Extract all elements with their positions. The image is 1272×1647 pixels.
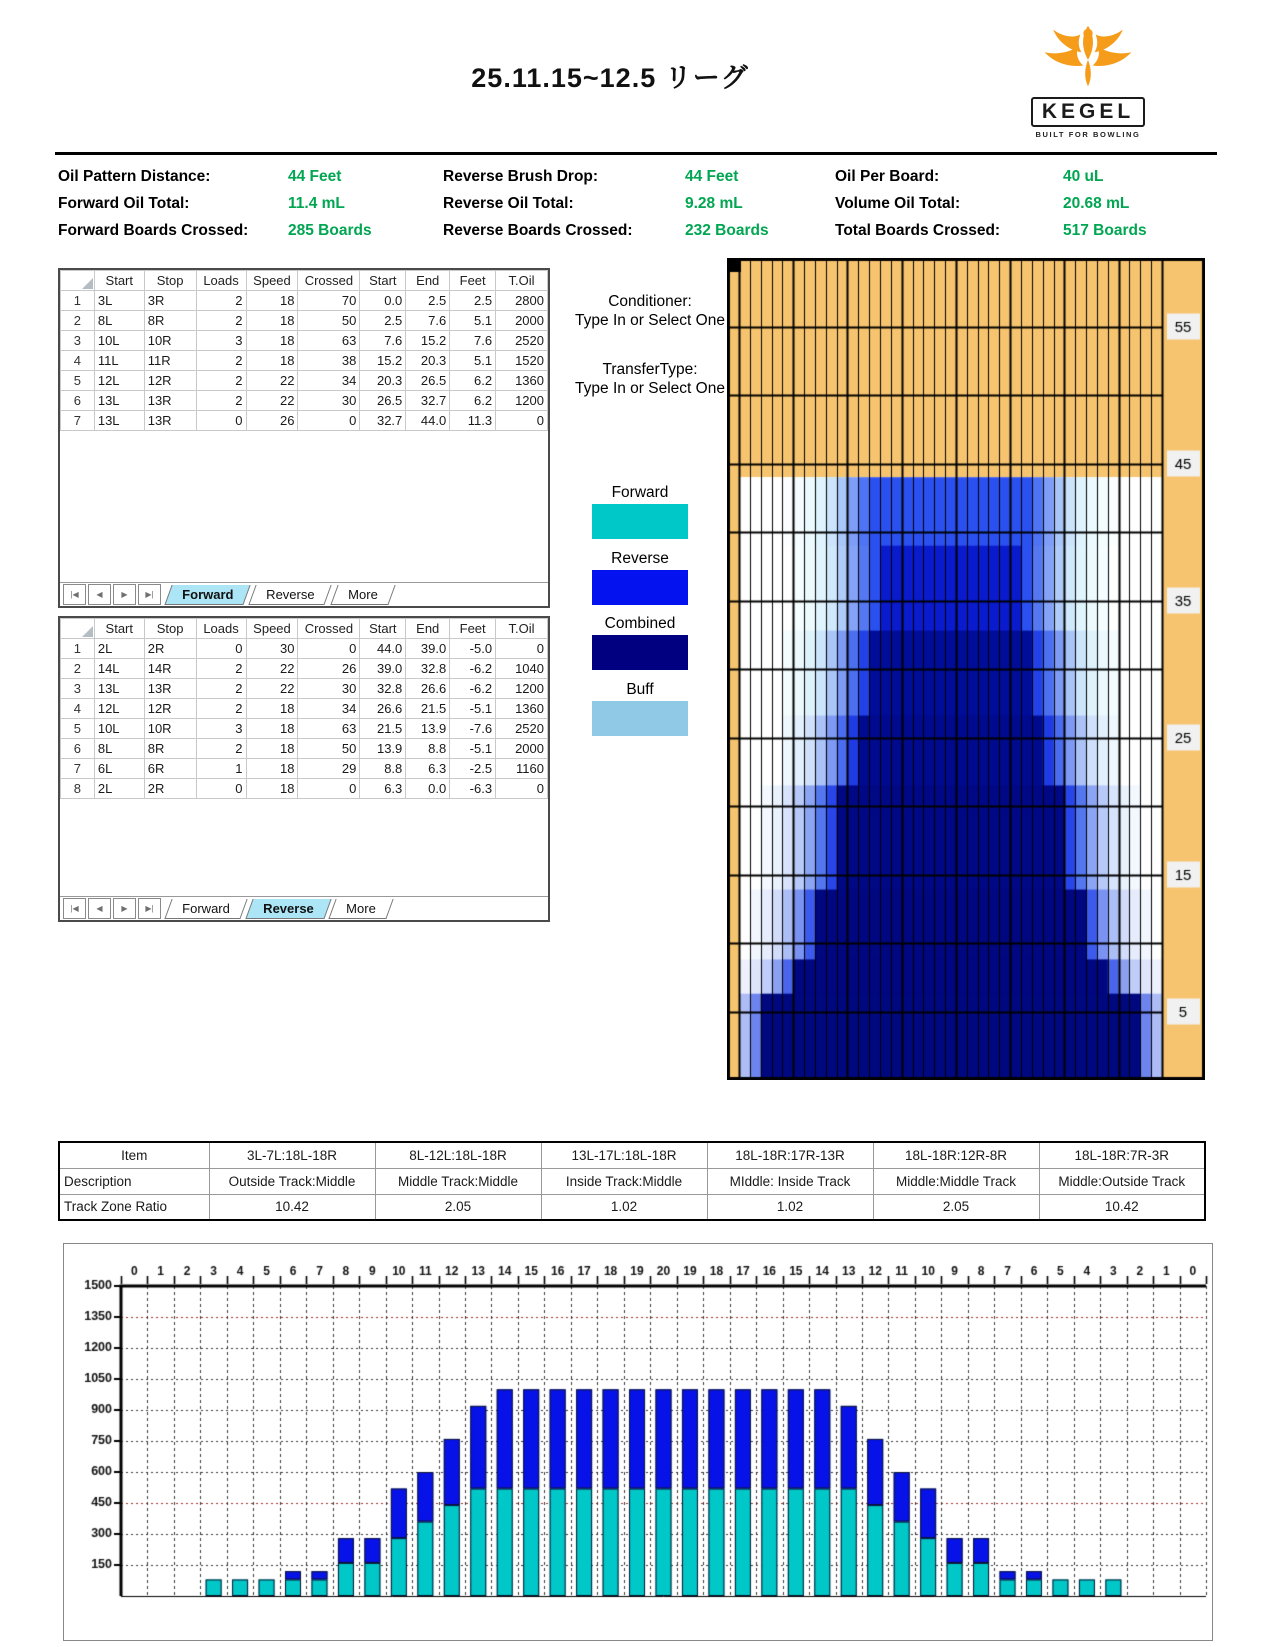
cell[interactable]: 32.8 <box>360 679 406 699</box>
table-row <box>61 639 548 659</box>
sheet-tab-forward[interactable] <box>164 899 247 919</box>
summary-cell: 10.42 <box>209 1194 375 1220</box>
kegel-logo <box>1028 24 1148 139</box>
stat-label: Total Boards Crossed: <box>835 221 1001 239</box>
header-divider <box>55 152 1217 155</box>
summary-cell: 18L-18R:17R-13R <box>707 1142 873 1168</box>
cell[interactable]: 2.5 <box>450 291 496 311</box>
summary-cell: 1.02 <box>707 1194 873 1220</box>
sheet-tabbar <box>60 896 548 920</box>
cell[interactable]: 2 <box>196 371 246 391</box>
cell[interactable]: 20.3 <box>406 351 450 371</box>
stat <box>443 190 835 217</box>
cell[interactable]: 10R <box>144 331 196 351</box>
cell[interactable]: 50 <box>298 311 360 331</box>
summary-cell: 2.05 <box>375 1194 541 1220</box>
cell[interactable]: 50 <box>298 739 360 759</box>
cell[interactable]: 0 <box>496 779 548 799</box>
oil-distribution-chart <box>63 1243 1213 1641</box>
summary-cell: Middle:Outside Track <box>1039 1168 1205 1194</box>
cell[interactable]: 18 <box>246 699 298 719</box>
row-header[interactable]: 1 <box>61 291 95 311</box>
cell[interactable]: 63 <box>298 719 360 739</box>
cell[interactable]: 15.2 <box>360 351 406 371</box>
cell[interactable]: 21.5 <box>406 699 450 719</box>
cell[interactable]: -2.5 <box>450 759 496 779</box>
cell[interactable]: 6R <box>144 759 196 779</box>
sheet-tabbar <box>60 582 548 606</box>
summary-cell: Middle:Middle Track <box>873 1168 1039 1194</box>
table-row <box>61 331 548 351</box>
cell[interactable]: 8L <box>94 739 144 759</box>
stat-label: Oil Per Board: <box>835 167 940 185</box>
cell[interactable]: 6.3 <box>406 759 450 779</box>
select-all-corner[interactable] <box>61 271 95 291</box>
cell[interactable]: 1200 <box>496 679 548 699</box>
stat-value: 517 Boards <box>1063 221 1147 239</box>
column-header[interactable]: Stop <box>144 619 196 639</box>
cell[interactable]: 32.8 <box>406 659 450 679</box>
column-header[interactable]: Loads <box>196 619 246 639</box>
table-row <box>61 291 548 311</box>
column-header[interactable]: Start <box>360 619 406 639</box>
table-row <box>61 699 548 719</box>
column-header[interactable]: Start <box>94 619 144 639</box>
oil-loads-table <box>60 270 548 431</box>
summary-row <box>59 1194 1205 1220</box>
row-header[interactable]: 2 <box>61 659 95 679</box>
reverse-table <box>60 618 548 799</box>
cell[interactable]: 22 <box>246 659 298 679</box>
cell[interactable]: 0 <box>496 639 548 659</box>
cell[interactable]: 2 <box>196 659 246 679</box>
cell[interactable]: 2000 <box>496 311 548 331</box>
summary-row-label: Description <box>59 1168 209 1194</box>
stat-label: Forward Boards Crossed: <box>58 221 249 239</box>
cell[interactable]: -6.2 <box>450 679 496 699</box>
column-header[interactable]: T.Oil <box>496 271 548 291</box>
cell[interactable]: 39.0 <box>360 659 406 679</box>
cell[interactable]: 10L <box>94 719 144 739</box>
column-header[interactable]: Crossed <box>298 271 360 291</box>
sheet-tab-more[interactable] <box>330 585 395 605</box>
cell[interactable]: 6.2 <box>450 371 496 391</box>
stat-value: 44 Feet <box>288 167 342 185</box>
column-header[interactable]: T.Oil <box>496 619 548 639</box>
cell[interactable]: 2 <box>196 679 246 699</box>
cell[interactable]: 1160 <box>496 759 548 779</box>
cell[interactable]: 0.0 <box>360 291 406 311</box>
stat-value: 40 uL <box>1063 167 1104 185</box>
select-all-icon <box>82 278 93 289</box>
summary-cell: 10.42 <box>1039 1194 1205 1220</box>
cell[interactable]: 7.6 <box>450 331 496 351</box>
cell[interactable]: 34 <box>298 371 360 391</box>
sheet-tab-forward[interactable] <box>164 585 251 605</box>
column-header[interactable]: End <box>406 619 450 639</box>
cell[interactable]: 13.9 <box>360 739 406 759</box>
summary-cell: 2.05 <box>873 1194 1039 1220</box>
stat <box>835 190 1218 217</box>
sheet-tab-reverse[interactable] <box>249 585 333 605</box>
cell[interactable]: 22 <box>246 391 298 411</box>
legend-label-forward: Forward <box>611 484 669 501</box>
cell[interactable]: 10L <box>94 331 144 351</box>
summary-cell: 18L-18R:12R-8R <box>873 1142 1039 1168</box>
summary-cell: 18L-18R:7R-3R <box>1039 1142 1205 1168</box>
legend-label-reverse: Reverse <box>611 549 669 567</box>
cell[interactable]: 12L <box>94 699 144 719</box>
cell[interactable]: 12R <box>144 371 196 391</box>
row-header[interactable]: 3 <box>61 331 95 351</box>
sheet-tab-label: More <box>346 900 377 916</box>
stat-label: Forward Oil Total: <box>58 194 190 212</box>
cell[interactable]: 32.7 <box>360 411 406 431</box>
column-header[interactable]: End <box>406 271 450 291</box>
cell[interactable]: 0 <box>196 639 246 659</box>
cell[interactable]: 2520 <box>496 719 548 739</box>
cell[interactable]: 14L <box>94 659 144 679</box>
cell[interactable]: 7.6 <box>360 331 406 351</box>
cell[interactable]: 18 <box>246 759 298 779</box>
cell[interactable]: -6.2 <box>450 659 496 679</box>
cell[interactable]: 18 <box>246 291 298 311</box>
cell[interactable]: 32.7 <box>406 391 450 411</box>
cell[interactable]: 8R <box>144 311 196 331</box>
stat-value: 285 Boards <box>288 221 372 239</box>
cell[interactable]: 22 <box>246 679 298 699</box>
cell[interactable]: 26.5 <box>360 391 406 411</box>
stats-grid <box>58 163 1218 244</box>
stat <box>58 190 443 217</box>
last-sheet-button[interactable]: ▶| <box>138 584 161 605</box>
cell[interactable]: 2800 <box>496 291 548 311</box>
cell[interactable]: 8L <box>94 311 144 331</box>
row-header[interactable]: 5 <box>61 719 95 739</box>
cell[interactable]: 0 <box>196 779 246 799</box>
cell[interactable]: 38 <box>298 351 360 371</box>
cell[interactable]: 2R <box>144 639 196 659</box>
summary-cell: MIddle: Inside Track <box>707 1168 873 1194</box>
oil-units-canvas <box>64 1244 1212 1640</box>
column-header[interactable]: Loads <box>196 271 246 291</box>
cell[interactable]: 18 <box>246 719 298 739</box>
stat <box>443 217 835 244</box>
next-sheet-button[interactable]: ▶ <box>113 584 136 605</box>
row-header[interactable]: 8 <box>61 779 95 799</box>
cell[interactable]: 1040 <box>496 659 548 679</box>
brand-tagline: BUILT FOR BOWLING <box>1035 130 1141 139</box>
cell[interactable]: 12L <box>94 371 144 391</box>
table-row <box>61 779 548 799</box>
cell[interactable]: 20.3 <box>360 371 406 391</box>
cell[interactable]: 6.3 <box>360 779 406 799</box>
column-header[interactable]: Start <box>360 271 406 291</box>
cell[interactable]: 8R <box>144 739 196 759</box>
cell[interactable]: 1 <box>196 759 246 779</box>
cell[interactable]: 8.8 <box>406 739 450 759</box>
stat-value: 232 Boards <box>685 221 769 239</box>
cell[interactable]: 26.6 <box>406 679 450 699</box>
cell[interactable]: 2 <box>196 311 246 331</box>
summary-cell: Outside Track:Middle <box>209 1168 375 1194</box>
cell[interactable]: 26 <box>246 411 298 431</box>
column-header[interactable]: Speed <box>246 271 298 291</box>
column-header[interactable]: Start <box>94 271 144 291</box>
row-header[interactable]: 1 <box>61 639 95 659</box>
column-header[interactable]: Crossed <box>298 619 360 639</box>
table-row <box>61 679 548 699</box>
stat-label: Reverse Brush Drop: <box>443 167 599 185</box>
cell[interactable]: 39.0 <box>406 639 450 659</box>
column-header[interactable]: Feet <box>450 271 496 291</box>
first-sheet-button[interactable]: |◀ <box>63 898 86 919</box>
cell[interactable]: 70 <box>298 291 360 311</box>
summary-row-label: Track Zone Ratio <box>59 1194 209 1220</box>
cell[interactable]: -5.0 <box>450 639 496 659</box>
row-header[interactable]: 7 <box>61 411 95 431</box>
cell[interactable]: 13R <box>144 391 196 411</box>
stat-value: 44 Feet <box>685 167 739 185</box>
summary-cell: 13L-17L:18L-18R <box>541 1142 707 1168</box>
cell[interactable]: 10R <box>144 719 196 739</box>
cell[interactable]: 6L <box>94 759 144 779</box>
conditioner-field[interactable] <box>570 292 730 330</box>
summary-row <box>59 1142 1205 1168</box>
summary-cell: Middle Track:Middle <box>375 1168 541 1194</box>
cell[interactable]: 7.6 <box>406 311 450 331</box>
stat-value: 11.4 mL <box>288 194 345 212</box>
cell[interactable]: 13R <box>144 411 196 431</box>
cell[interactable]: 11R <box>144 351 196 371</box>
cell[interactable]: 2 <box>196 391 246 411</box>
cell[interactable]: 29 <box>298 759 360 779</box>
phoenix-icon <box>1032 77 1144 94</box>
transfer-type-value[interactable]: Type In or Select One <box>575 380 725 397</box>
cell[interactable]: 26.5 <box>406 371 450 391</box>
cell[interactable]: 2.5 <box>406 291 450 311</box>
track-zone-summary-table <box>58 1141 1206 1221</box>
row-header[interactable]: 4 <box>61 699 95 719</box>
table-row <box>61 759 548 779</box>
conditioner-label: Conditioner: <box>608 293 692 310</box>
cell[interactable]: 0 <box>298 779 360 799</box>
first-sheet-button[interactable]: |◀ <box>63 584 86 605</box>
next-sheet-button[interactable]: ▶ <box>113 898 136 919</box>
cell[interactable]: 30 <box>298 679 360 699</box>
cell[interactable]: 18 <box>246 311 298 331</box>
cell[interactable]: 2520 <box>496 331 548 351</box>
column-header[interactable]: Stop <box>144 271 196 291</box>
row-header[interactable]: 7 <box>61 759 95 779</box>
cell[interactable]: 2 <box>196 739 246 759</box>
cell[interactable]: 63 <box>298 331 360 351</box>
table-row <box>61 391 548 411</box>
cell[interactable]: 11L <box>94 351 144 371</box>
select-all-corner[interactable] <box>61 619 95 639</box>
reverse-table-panel <box>58 616 550 922</box>
cell[interactable]: 2R <box>144 779 196 799</box>
stat <box>58 163 443 190</box>
prev-sheet-button[interactable]: ◀ <box>88 584 111 605</box>
cell[interactable]: 5.1 <box>450 311 496 331</box>
table-row <box>61 659 548 679</box>
cell[interactable]: 44.0 <box>406 411 450 431</box>
brand-wordmark: KEGEL <box>1031 97 1145 127</box>
sheet-tab-reverse[interactable] <box>245 899 331 919</box>
stat <box>58 217 443 244</box>
sheet-tab-label: Reverse <box>266 586 315 602</box>
cell[interactable]: 0 <box>298 411 360 431</box>
cell[interactable]: 3 <box>196 331 246 351</box>
cell[interactable]: 22 <box>246 371 298 391</box>
last-sheet-button[interactable]: ▶| <box>138 898 161 919</box>
cell[interactable]: 3L <box>94 291 144 311</box>
cell[interactable]: 18 <box>246 331 298 351</box>
cell[interactable]: 3 <box>196 719 246 739</box>
cell[interactable]: 2 <box>196 291 246 311</box>
row-header[interactable]: 2 <box>61 311 95 331</box>
legend-swatch-forward <box>592 504 688 539</box>
stat <box>835 163 1218 190</box>
cell[interactable]: 14R <box>144 659 196 679</box>
cell[interactable]: 2 <box>196 351 246 371</box>
cell[interactable]: -6.3 <box>450 779 496 799</box>
summary-cell: 1.02 <box>541 1194 707 1220</box>
sheet-tab-label: More <box>347 586 378 602</box>
legend-swatch-buff <box>592 701 688 736</box>
cell[interactable]: 8.8 <box>360 759 406 779</box>
sheet-tab-label: Forward <box>182 900 230 916</box>
cell[interactable]: 21.5 <box>360 719 406 739</box>
table-row <box>61 371 548 391</box>
table-row <box>61 719 548 739</box>
cell[interactable]: 13R <box>144 679 196 699</box>
lane-oil-pattern-heatmap <box>727 258 1205 1080</box>
cell[interactable]: 2000 <box>496 739 548 759</box>
cell[interactable]: 15.2 <box>406 331 450 351</box>
table-row <box>61 311 548 331</box>
cell[interactable]: 11.3 <box>450 411 496 431</box>
summary-row-label: Item <box>59 1142 209 1168</box>
cell[interactable]: -5.1 <box>450 739 496 759</box>
stat-label: Oil Pattern Distance: <box>58 167 211 185</box>
summary-cell: 8L-12L:18L-18R <box>375 1142 541 1168</box>
cell[interactable]: 44.0 <box>360 639 406 659</box>
cell[interactable]: 30 <box>298 391 360 411</box>
column-header[interactable]: Feet <box>450 619 496 639</box>
cell[interactable]: 0 <box>496 411 548 431</box>
cell[interactable]: 6.2 <box>450 391 496 411</box>
cell[interactable]: 1360 <box>496 699 548 719</box>
page-title: 25.11.15~12.5 リーグ <box>471 63 749 93</box>
row-header[interactable]: 6 <box>61 391 95 411</box>
cell[interactable]: 18 <box>246 351 298 371</box>
legend-swatch-reverse <box>592 570 688 605</box>
cell[interactable]: 2 <box>196 699 246 719</box>
summary-cell: Inside Track:Middle <box>541 1168 707 1194</box>
cell[interactable]: 18 <box>246 779 298 799</box>
cell[interactable]: 0 <box>196 411 246 431</box>
forward-table-panel <box>58 268 550 608</box>
cell[interactable]: 18 <box>246 739 298 759</box>
cell[interactable]: 30 <box>246 639 298 659</box>
table-row <box>61 411 548 431</box>
prev-sheet-button[interactable]: ◀ <box>88 898 111 919</box>
cell[interactable]: -5.1 <box>450 699 496 719</box>
row-header[interactable]: 3 <box>61 679 95 699</box>
transfer-type-label: TransferType: <box>602 361 698 378</box>
stat-label: Reverse Oil Total: <box>443 194 574 212</box>
select-all-icon <box>82 626 93 637</box>
stat-value: 9.28 mL <box>685 194 743 212</box>
cell[interactable]: 1520 <box>496 351 548 371</box>
column-header[interactable]: Speed <box>246 619 298 639</box>
summary-cell: 3L-7L:18L-18R <box>209 1142 375 1168</box>
cell[interactable]: 2.5 <box>360 311 406 331</box>
row-header[interactable]: 5 <box>61 371 95 391</box>
cell[interactable]: 13L <box>94 679 144 699</box>
stat <box>835 217 1218 244</box>
cell[interactable]: 26.6 <box>360 699 406 719</box>
cell[interactable]: 5.1 <box>450 351 496 371</box>
stat-label: Reverse Boards Crossed: <box>443 221 633 239</box>
stat-value: 20.68 mL <box>1063 194 1130 212</box>
cell[interactable]: 2L <box>94 779 144 799</box>
legend-label-buff: Buff <box>626 680 654 698</box>
conditioner-value[interactable]: Type In or Select One <box>575 312 725 329</box>
row-header[interactable]: 4 <box>61 351 95 371</box>
cell[interactable]: 34 <box>298 699 360 719</box>
table-row <box>61 739 548 759</box>
forward-table <box>60 270 548 431</box>
oil-loads-table <box>60 618 548 799</box>
cell[interactable]: 13.9 <box>406 719 450 739</box>
stat <box>443 163 835 190</box>
legend-label-combined: Combined <box>604 615 676 632</box>
table-row <box>61 351 548 371</box>
legend-swatch-combined <box>592 635 688 670</box>
sheet-tab-label: Reverse <box>262 900 314 916</box>
cell[interactable]: 0 <box>298 639 360 659</box>
sheet-tab-more[interactable] <box>329 899 394 919</box>
cell[interactable]: 3R <box>144 291 196 311</box>
summary-row <box>59 1168 1205 1194</box>
cell[interactable]: 0.0 <box>406 779 450 799</box>
cell[interactable]: 12R <box>144 699 196 719</box>
cell[interactable]: 13L <box>94 411 144 431</box>
cell[interactable]: 13L <box>94 391 144 411</box>
stat-label: Volume Oil Total: <box>835 194 961 212</box>
transfer-type-field[interactable] <box>570 360 730 398</box>
cell[interactable]: 1360 <box>496 371 548 391</box>
cell[interactable]: -7.6 <box>450 719 496 739</box>
sheet-tab-label: Forward <box>182 586 234 602</box>
row-header[interactable]: 6 <box>61 739 95 759</box>
cell[interactable]: 1200 <box>496 391 548 411</box>
cell[interactable]: 26 <box>298 659 360 679</box>
cell[interactable]: 2L <box>94 639 144 659</box>
